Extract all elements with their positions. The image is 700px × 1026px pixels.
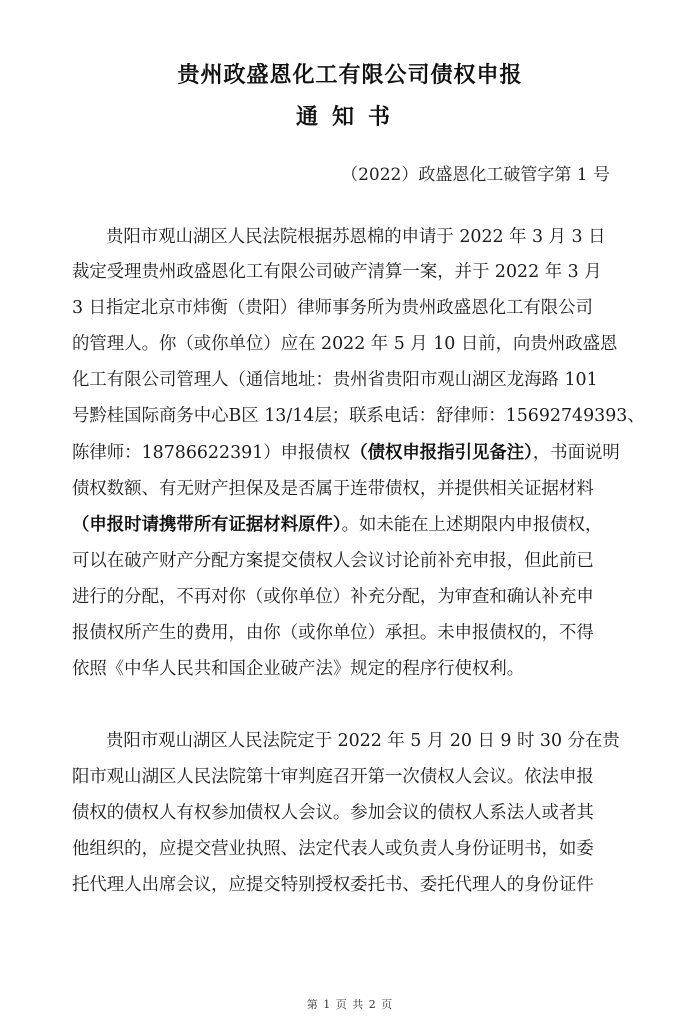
paragraph-line: 的管理人。你（或你单位）应在 2022 年 5 月 10 日前，向贵州政盛恩 bbox=[72, 334, 618, 354]
bold-note: （申报时请携带所有证据材料原件） bbox=[72, 515, 342, 535]
bold-note: （债权申报指引见备注） bbox=[350, 443, 533, 463]
page-footer: 第 1 页 共 2 页 bbox=[306, 998, 394, 1011]
paragraph-line: 依照《中华人民共和国企业破产法》规定的程序行使权利。 bbox=[72, 659, 525, 679]
document-title: 贵州政盛恩化工有限公司债权申报 bbox=[177, 63, 523, 88]
line-text: 。如未能在上述期限内申报债权， bbox=[341, 515, 603, 535]
paragraph-line: 化工有限公司管理人（通信地址：贵州省贵阳市观山湖区龙海路 101 bbox=[72, 370, 598, 390]
paragraph-line: 他组织的，应提交营业执照、法定代表人或负责人身份证明书，如委 bbox=[72, 839, 594, 859]
paragraph-line: 进行的分配，不再对你（或你单位）补充分配，为审查和确认补充申 bbox=[72, 587, 594, 607]
paragraph-line bbox=[72, 441, 632, 465]
paragraph-line: 债权的债权人有权参加债权人会议。参加会议的债权人系法人或者其 bbox=[72, 803, 594, 823]
paragraph-line bbox=[72, 513, 632, 537]
line-text: 陈律师：18786622391）申报债权 bbox=[72, 443, 351, 463]
line-text: ，书面说明 bbox=[532, 443, 620, 463]
paragraph-line: 可以在破产财产分配方案提交债权人会议讨论前补充申报，但此前已 bbox=[72, 551, 594, 571]
paragraph-line: 贵阳市观山湖区人民法院根据苏恩棉的申请于 2022 年 3 月 3 日 bbox=[106, 227, 606, 247]
paragraph-line: 裁定受理贵州政盛恩化工有限公司破产清算一案，并于 2022 年 3 月 bbox=[72, 262, 602, 282]
document-subtitle: 通知书 bbox=[295, 105, 404, 130]
paragraph-line: 贵阳市观山湖区人民法院定于 2022 年 5 月 20 日 9 时 30 分在贵 bbox=[106, 731, 620, 751]
paragraph-line: 号黔桂国际商务中心B区 13/14层；联系电话：舒律师：15692749393、 bbox=[72, 406, 645, 426]
paragraph-line: 3 日指定北京市炜衡（贵阳）律师事务所为贵州政盛恩化工有限公司 bbox=[72, 298, 593, 318]
paragraph-line: 托代理人出席会议，应提交特别授权委托书、委托代理人的身份证件 bbox=[72, 875, 594, 895]
paragraph-line: 报债权所产生的费用，由你（或你单位）承担。未申报债权的，不得 bbox=[72, 623, 594, 643]
document-number: （2022）政盛恩化工破管字第 1 号 bbox=[341, 165, 610, 185]
paragraph-line: 债权数额、有无财产担保及是否属于连带债权，并提供相关证据材料 bbox=[72, 479, 594, 499]
paragraph-line: 阳市观山湖区人民法院第十审判庭召开第一次债权人会议。依法申报 bbox=[72, 767, 594, 787]
